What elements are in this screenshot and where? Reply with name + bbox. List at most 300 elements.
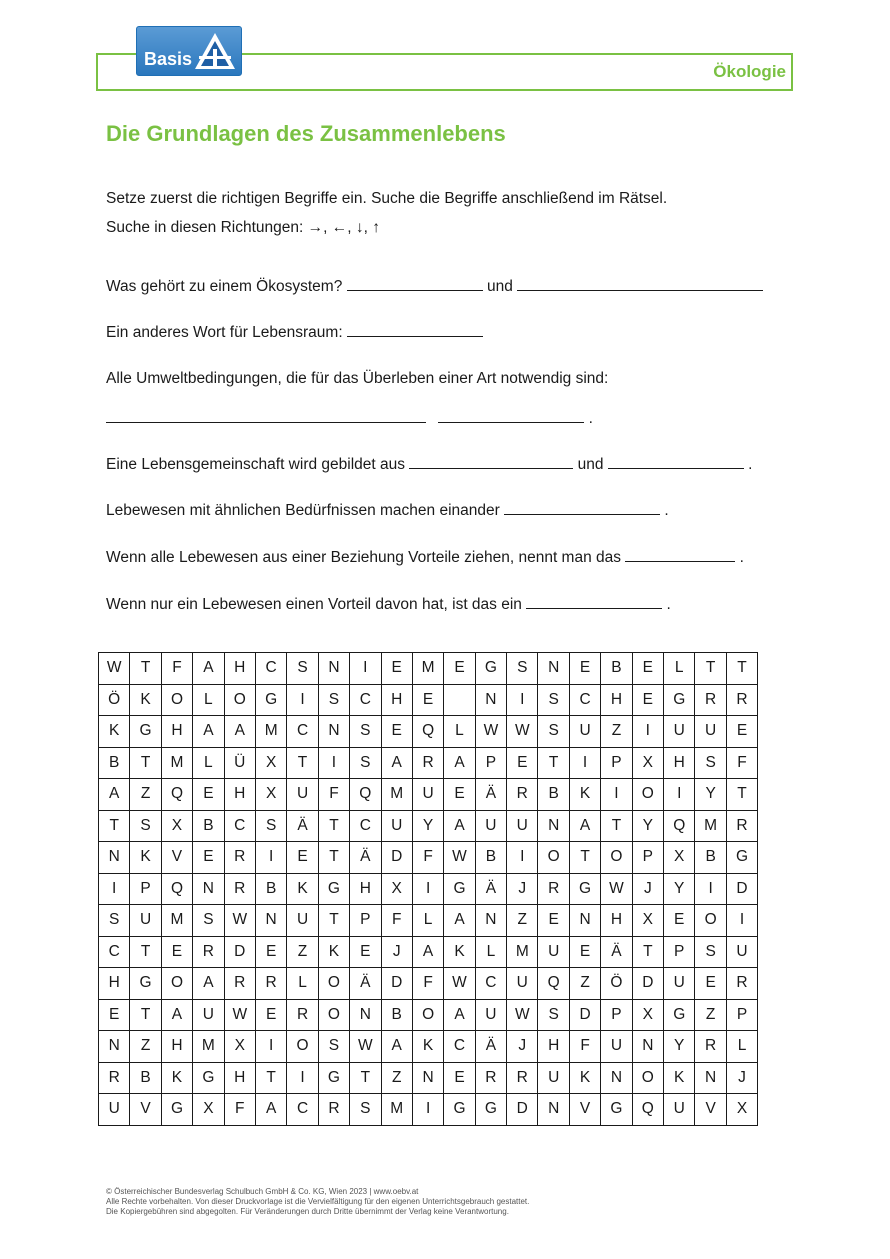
grid-cell[interactable]: J: [726, 1062, 757, 1094]
grid-cell[interactable]: P: [350, 905, 381, 937]
grid-cell[interactable]: O: [632, 1062, 663, 1094]
grid-cell[interactable]: K: [318, 936, 349, 968]
grid-cell[interactable]: F: [726, 747, 757, 779]
grid-cell[interactable]: G: [444, 873, 475, 905]
grid-cell[interactable]: K: [99, 716, 130, 748]
grid-cell[interactable]: T: [569, 842, 600, 874]
grid-cell[interactable]: A: [99, 779, 130, 811]
grid-cell[interactable]: I: [412, 873, 443, 905]
grid-cell[interactable]: R: [99, 1062, 130, 1094]
grid-cell[interactable]: E: [350, 936, 381, 968]
grid-cell[interactable]: M: [255, 716, 286, 748]
grid-cell[interactable]: U: [664, 1094, 695, 1126]
grid-cell[interactable]: R: [412, 747, 443, 779]
grid-cell[interactable]: Y: [695, 779, 726, 811]
grid-cell[interactable]: E: [444, 1062, 475, 1094]
grid-cell[interactable]: R: [507, 779, 538, 811]
grid-cell[interactable]: B: [601, 653, 632, 685]
grid-cell[interactable]: U: [287, 779, 318, 811]
grid-cell[interactable]: C: [255, 653, 286, 685]
grid-cell[interactable]: K: [130, 684, 161, 716]
grid-cell[interactable]: S: [130, 810, 161, 842]
grid-cell[interactable]: R: [726, 810, 757, 842]
grid-cell[interactable]: U: [538, 1062, 569, 1094]
grid-cell[interactable]: O: [318, 999, 349, 1031]
grid-cell[interactable]: P: [601, 747, 632, 779]
grid-cell[interactable]: Ä: [475, 1031, 506, 1063]
grid-cell[interactable]: S: [695, 747, 726, 779]
grid-cell[interactable]: Z: [695, 999, 726, 1031]
grid-cell[interactable]: O: [601, 842, 632, 874]
grid-cell[interactable]: N: [255, 905, 286, 937]
grid-cell[interactable]: H: [664, 747, 695, 779]
grid-cell[interactable]: L: [193, 684, 224, 716]
grid-cell[interactable]: S: [350, 747, 381, 779]
grid-cell[interactable]: O: [538, 842, 569, 874]
grid-cell[interactable]: I: [255, 842, 286, 874]
grid-cell[interactable]: I: [255, 1031, 286, 1063]
grid-cell[interactable]: J: [632, 873, 663, 905]
grid-cell[interactable]: O: [161, 684, 192, 716]
grid-cell[interactable]: S: [193, 905, 224, 937]
grid-cell[interactable]: Ö: [99, 684, 130, 716]
grid-cell[interactable]: U: [569, 716, 600, 748]
answer-blank[interactable]: [409, 454, 573, 469]
grid-cell[interactable]: U: [695, 716, 726, 748]
grid-cell[interactable]: X: [381, 873, 412, 905]
grid-cell[interactable]: U: [475, 999, 506, 1031]
grid-cell[interactable]: X: [664, 842, 695, 874]
grid-cell[interactable]: Z: [130, 779, 161, 811]
grid-cell[interactable]: L: [287, 968, 318, 1000]
grid-cell[interactable]: Ö: [601, 968, 632, 1000]
grid-cell[interactable]: P: [130, 873, 161, 905]
grid-cell[interactable]: G: [475, 1094, 506, 1126]
grid-cell[interactable]: I: [99, 873, 130, 905]
grid-cell[interactable]: W: [224, 999, 255, 1031]
grid-cell[interactable]: N: [538, 1094, 569, 1126]
grid-cell[interactable]: M: [381, 1094, 412, 1126]
grid-cell[interactable]: O: [412, 999, 443, 1031]
grid-cell[interactable]: J: [381, 936, 412, 968]
grid-cell[interactable]: E: [444, 779, 475, 811]
grid-cell[interactable]: U: [538, 936, 569, 968]
grid-cell[interactable]: G: [444, 1094, 475, 1126]
grid-cell[interactable]: B: [255, 873, 286, 905]
grid-cell[interactable]: G: [255, 684, 286, 716]
grid-cell[interactable]: X: [726, 1094, 757, 1126]
grid-cell[interactable]: W: [507, 716, 538, 748]
answer-blank[interactable]: [625, 547, 735, 562]
grid-cell[interactable]: S: [350, 716, 381, 748]
grid-cell[interactable]: D: [632, 968, 663, 1000]
grid-cell[interactable]: N: [99, 1031, 130, 1063]
grid-cell[interactable]: H: [224, 779, 255, 811]
grid-cell[interactable]: E: [726, 716, 757, 748]
grid-cell[interactable]: R: [193, 936, 224, 968]
grid-cell[interactable]: A: [444, 810, 475, 842]
grid-cell[interactable]: I: [632, 716, 663, 748]
grid-cell[interactable]: B: [193, 810, 224, 842]
grid-cell[interactable]: Ä: [350, 968, 381, 1000]
grid-cell[interactable]: Q: [161, 873, 192, 905]
grid-cell[interactable]: R: [224, 842, 255, 874]
grid-cell[interactable]: G: [130, 968, 161, 1000]
grid-cell[interactable]: G: [475, 653, 506, 685]
grid-cell[interactable]: O: [161, 968, 192, 1000]
grid-cell[interactable]: M: [412, 653, 443, 685]
grid-cell[interactable]: M: [193, 1031, 224, 1063]
grid-cell[interactable]: Y: [632, 810, 663, 842]
grid-cell[interactable]: M: [161, 747, 192, 779]
grid-cell[interactable]: R: [255, 968, 286, 1000]
grid-cell[interactable]: T: [130, 747, 161, 779]
grid-cell[interactable]: A: [193, 653, 224, 685]
grid-cell[interactable]: N: [475, 684, 506, 716]
grid-cell[interactable]: G: [601, 1094, 632, 1126]
grid-cell[interactable]: K: [569, 1062, 600, 1094]
grid-cell[interactable]: U: [381, 810, 412, 842]
grid-cell[interactable]: R: [318, 1094, 349, 1126]
grid-cell[interactable]: V: [130, 1094, 161, 1126]
grid-cell[interactable]: R: [726, 968, 757, 1000]
grid-cell[interactable]: T: [318, 905, 349, 937]
grid-cell[interactable]: J: [507, 1031, 538, 1063]
grid-cell[interactable]: C: [569, 684, 600, 716]
grid-cell[interactable]: E: [381, 653, 412, 685]
grid-cell[interactable]: W: [224, 905, 255, 937]
grid-cell[interactable]: E: [287, 842, 318, 874]
grid-cell[interactable]: H: [224, 653, 255, 685]
grid-cell[interactable]: B: [695, 842, 726, 874]
grid-cell[interactable]: L: [444, 716, 475, 748]
grid-cell[interactable]: A: [444, 747, 475, 779]
grid-cell[interactable]: F: [412, 968, 443, 1000]
grid-cell[interactable]: M: [161, 905, 192, 937]
grid-cell[interactable]: G: [664, 684, 695, 716]
answer-blank[interactable]: [347, 322, 483, 337]
grid-cell[interactable]: P: [601, 999, 632, 1031]
grid-cell[interactable]: I: [695, 873, 726, 905]
grid-cell[interactable]: N: [538, 653, 569, 685]
grid-cell[interactable]: T: [130, 653, 161, 685]
grid-cell[interactable]: G: [130, 716, 161, 748]
grid-cell[interactable]: Z: [507, 905, 538, 937]
grid-cell[interactable]: A: [444, 905, 475, 937]
grid-cell[interactable]: I: [287, 1062, 318, 1094]
grid-cell[interactable]: U: [412, 779, 443, 811]
grid-cell[interactable]: I: [318, 747, 349, 779]
grid-cell[interactable]: I: [726, 905, 757, 937]
grid-cell[interactable]: Q: [350, 779, 381, 811]
grid-cell[interactable]: L: [726, 1031, 757, 1063]
grid-cell[interactable]: U: [726, 936, 757, 968]
grid-cell[interactable]: I: [507, 842, 538, 874]
grid-cell[interactable]: Z: [130, 1031, 161, 1063]
grid-cell[interactable]: I: [664, 779, 695, 811]
grid-cell[interactable]: S: [318, 684, 349, 716]
grid-cell[interactable]: S: [287, 653, 318, 685]
grid-cell[interactable]: F: [381, 905, 412, 937]
grid-cell[interactable]: D: [381, 968, 412, 1000]
grid-cell[interactable]: U: [130, 905, 161, 937]
grid-cell[interactable]: J: [507, 873, 538, 905]
grid-cell[interactable]: D: [726, 873, 757, 905]
grid-cell[interactable]: B: [130, 1062, 161, 1094]
grid-cell[interactable]: S: [99, 905, 130, 937]
grid-cell[interactable]: U: [601, 1031, 632, 1063]
grid-cell[interactable]: F: [412, 842, 443, 874]
grid-cell[interactable]: P: [475, 747, 506, 779]
answer-blank[interactable]: [608, 454, 744, 469]
grid-cell[interactable]: R: [287, 999, 318, 1031]
grid-cell[interactable]: W: [444, 968, 475, 1000]
grid-cell[interactable]: O: [287, 1031, 318, 1063]
grid-cell[interactable]: S: [538, 716, 569, 748]
grid-cell[interactable]: T: [318, 842, 349, 874]
grid-cell[interactable]: S: [255, 810, 286, 842]
grid-cell[interactable]: I: [601, 779, 632, 811]
grid-cell[interactable]: X: [224, 1031, 255, 1063]
grid-cell[interactable]: N: [538, 810, 569, 842]
grid-cell[interactable]: U: [99, 1094, 130, 1126]
grid-cell[interactable]: A: [569, 810, 600, 842]
grid-cell[interactable]: U: [664, 716, 695, 748]
grid-cell[interactable]: D: [381, 842, 412, 874]
grid-cell[interactable]: E: [444, 653, 475, 685]
grid-cell[interactable]: F: [224, 1094, 255, 1126]
grid-cell[interactable]: A: [444, 999, 475, 1031]
grid-cell[interactable]: T: [130, 999, 161, 1031]
grid-cell[interactable]: T: [632, 936, 663, 968]
grid-cell[interactable]: L: [475, 936, 506, 968]
grid-cell[interactable]: M: [507, 936, 538, 968]
grid-cell[interactable]: T: [130, 936, 161, 968]
grid-cell[interactable]: G: [726, 842, 757, 874]
grid-cell[interactable]: G: [193, 1062, 224, 1094]
grid-cell[interactable]: H: [601, 905, 632, 937]
grid-cell[interactable]: Ä: [287, 810, 318, 842]
grid-cell[interactable]: E: [193, 779, 224, 811]
grid-cell[interactable]: N: [412, 1062, 443, 1094]
grid-cell[interactable]: Q: [538, 968, 569, 1000]
grid-cell[interactable]: C: [444, 1031, 475, 1063]
grid-cell[interactable]: L: [193, 747, 224, 779]
grid-cell[interactable]: X: [193, 1094, 224, 1126]
grid-cell[interactable]: C: [350, 684, 381, 716]
grid-cell[interactable]: Z: [569, 968, 600, 1000]
grid-cell[interactable]: W: [99, 653, 130, 685]
grid-cell[interactable]: H: [381, 684, 412, 716]
grid-cell[interactable]: W: [350, 1031, 381, 1063]
grid-cell[interactable]: X: [161, 810, 192, 842]
grid-cell[interactable]: I: [569, 747, 600, 779]
grid-cell[interactable]: O: [318, 968, 349, 1000]
grid-cell[interactable]: B: [475, 842, 506, 874]
grid-cell[interactable]: R: [224, 968, 255, 1000]
grid-cell[interactable]: A: [381, 747, 412, 779]
grid-cell[interactable]: V: [695, 1094, 726, 1126]
grid-cell[interactable]: P: [632, 842, 663, 874]
answer-blank[interactable]: [526, 594, 662, 609]
grid-cell[interactable]: G: [569, 873, 600, 905]
grid-cell[interactable]: K: [412, 1031, 443, 1063]
grid-cell[interactable]: T: [538, 747, 569, 779]
grid-cell[interactable]: C: [224, 810, 255, 842]
grid-cell[interactable]: S: [350, 1094, 381, 1126]
grid-cell[interactable]: A: [412, 936, 443, 968]
grid-cell[interactable]: E: [193, 842, 224, 874]
grid-cell[interactable]: A: [224, 716, 255, 748]
grid-cell[interactable]: Q: [161, 779, 192, 811]
grid-cell[interactable]: K: [161, 1062, 192, 1094]
grid-cell[interactable]: T: [255, 1062, 286, 1094]
grid-cell[interactable]: Ä: [350, 842, 381, 874]
grid-cell[interactable]: Ü: [224, 747, 255, 779]
grid-cell[interactable]: T: [287, 747, 318, 779]
grid-cell[interactable]: T: [350, 1062, 381, 1094]
grid-cell[interactable]: H: [99, 968, 130, 1000]
grid-cell[interactable]: T: [601, 810, 632, 842]
grid-cell[interactable]: N: [99, 842, 130, 874]
grid-cell[interactable]: U: [664, 968, 695, 1000]
grid-cell[interactable]: P: [726, 999, 757, 1031]
grid-cell[interactable]: Y: [664, 1031, 695, 1063]
grid-cell[interactable]: E: [161, 936, 192, 968]
grid-cell[interactable]: W: [475, 716, 506, 748]
grid-cell[interactable]: X: [632, 999, 663, 1031]
grid-cell[interactable]: L: [664, 653, 695, 685]
grid-cell[interactable]: U: [475, 810, 506, 842]
grid-cell[interactable]: F: [318, 779, 349, 811]
grid-cell[interactable]: Z: [601, 716, 632, 748]
grid-cell[interactable]: O: [632, 779, 663, 811]
grid-cell[interactable]: C: [475, 968, 506, 1000]
grid-cell[interactable]: E: [569, 653, 600, 685]
grid-cell[interactable]: Ä: [475, 779, 506, 811]
grid-cell[interactable]: U: [193, 999, 224, 1031]
grid-cell[interactable]: P: [664, 936, 695, 968]
answer-blank[interactable]: [504, 500, 660, 515]
answer-blank[interactable]: [517, 276, 763, 291]
grid-cell[interactable]: N: [318, 653, 349, 685]
grid-cell[interactable]: S: [695, 936, 726, 968]
grid-cell[interactable]: A: [381, 1031, 412, 1063]
grid-cell[interactable]: E: [381, 716, 412, 748]
grid-cell[interactable]: U: [507, 968, 538, 1000]
grid-cell[interactable]: E: [255, 936, 286, 968]
grid-cell[interactable]: I: [350, 653, 381, 685]
grid-cell[interactable]: L: [412, 905, 443, 937]
grid-cell[interactable]: R: [538, 873, 569, 905]
grid-cell[interactable]: N: [318, 716, 349, 748]
grid-cell[interactable]: R: [224, 873, 255, 905]
grid-cell[interactable]: U: [507, 810, 538, 842]
grid-cell[interactable]: C: [350, 810, 381, 842]
grid-cell[interactable]: M: [381, 779, 412, 811]
grid-cell[interactable]: E: [664, 905, 695, 937]
grid-cell[interactable]: K: [287, 873, 318, 905]
grid-cell[interactable]: S: [538, 684, 569, 716]
grid-cell[interactable]: G: [664, 999, 695, 1031]
grid-cell[interactable]: T: [726, 653, 757, 685]
grid-cell[interactable]: Z: [287, 936, 318, 968]
answer-blank[interactable]: [347, 276, 483, 291]
grid-cell[interactable]: E: [99, 999, 130, 1031]
grid-cell[interactable]: F: [569, 1031, 600, 1063]
grid-cell[interactable]: G: [161, 1094, 192, 1126]
grid-cell[interactable]: B: [381, 999, 412, 1031]
grid-cell[interactable]: H: [161, 1031, 192, 1063]
grid-cell[interactable]: C: [99, 936, 130, 968]
grid-cell[interactable]: N: [350, 999, 381, 1031]
grid-cell[interactable]: N: [601, 1062, 632, 1094]
grid-cell[interactable]: V: [161, 842, 192, 874]
grid-cell[interactable]: H: [161, 716, 192, 748]
grid-cell[interactable]: E: [255, 999, 286, 1031]
grid-cell[interactable]: X: [632, 747, 663, 779]
grid-cell[interactable]: I: [507, 684, 538, 716]
grid-cell[interactable]: K: [664, 1062, 695, 1094]
answer-blank[interactable]: [106, 408, 426, 423]
grid-cell[interactable]: O: [695, 905, 726, 937]
grid-cell[interactable]: H: [601, 684, 632, 716]
grid-cell[interactable]: C: [287, 1094, 318, 1126]
grid-cell[interactable]: W: [444, 842, 475, 874]
grid-cell[interactable]: B: [99, 747, 130, 779]
grid-cell[interactable]: A: [161, 999, 192, 1031]
grid-cell[interactable]: T: [695, 653, 726, 685]
grid-cell[interactable]: K: [444, 936, 475, 968]
grid-cell[interactable]: A: [255, 1094, 286, 1126]
grid-cell[interactable]: V: [569, 1094, 600, 1126]
grid-cell[interactable]: X: [255, 779, 286, 811]
grid-cell[interactable]: T: [99, 810, 130, 842]
grid-cell[interactable]: W: [507, 999, 538, 1031]
grid-cell[interactable]: A: [193, 716, 224, 748]
grid-cell[interactable]: Q: [412, 716, 443, 748]
grid-cell[interactable]: D: [569, 999, 600, 1031]
grid-cell[interactable]: R: [695, 1031, 726, 1063]
grid-cell[interactable]: H: [350, 873, 381, 905]
grid-cell[interactable]: R: [695, 684, 726, 716]
grid-cell[interactable]: N: [193, 873, 224, 905]
grid-cell[interactable]: Z: [381, 1062, 412, 1094]
grid-cell[interactable]: E: [569, 936, 600, 968]
grid-cell[interactable]: G: [318, 873, 349, 905]
grid-cell[interactable]: W: [601, 873, 632, 905]
grid-cell[interactable]: E: [412, 684, 443, 716]
grid-cell[interactable]: E: [632, 684, 663, 716]
grid-cell[interactable]: N: [569, 905, 600, 937]
grid-cell[interactable]: Ä: [475, 873, 506, 905]
grid-cell[interactable]: E: [538, 905, 569, 937]
grid-cell[interactable]: S: [507, 653, 538, 685]
grid-cell[interactable]: X: [632, 905, 663, 937]
grid-cell[interactable]: Ä: [601, 936, 632, 968]
grid-cell[interactable]: H: [224, 1062, 255, 1094]
answer-blank[interactable]: [438, 408, 584, 423]
grid-cell[interactable]: E: [507, 747, 538, 779]
grid-cell[interactable]: X: [255, 747, 286, 779]
grid-cell[interactable]: G: [318, 1062, 349, 1094]
grid-cell[interactable]: Q: [664, 810, 695, 842]
grid-cell[interactable]: T: [318, 810, 349, 842]
grid-cell[interactable]: M: [695, 810, 726, 842]
grid-cell[interactable]: N: [475, 905, 506, 937]
grid-cell[interactable]: Q: [632, 1094, 663, 1126]
grid-cell[interactable]: K: [569, 779, 600, 811]
